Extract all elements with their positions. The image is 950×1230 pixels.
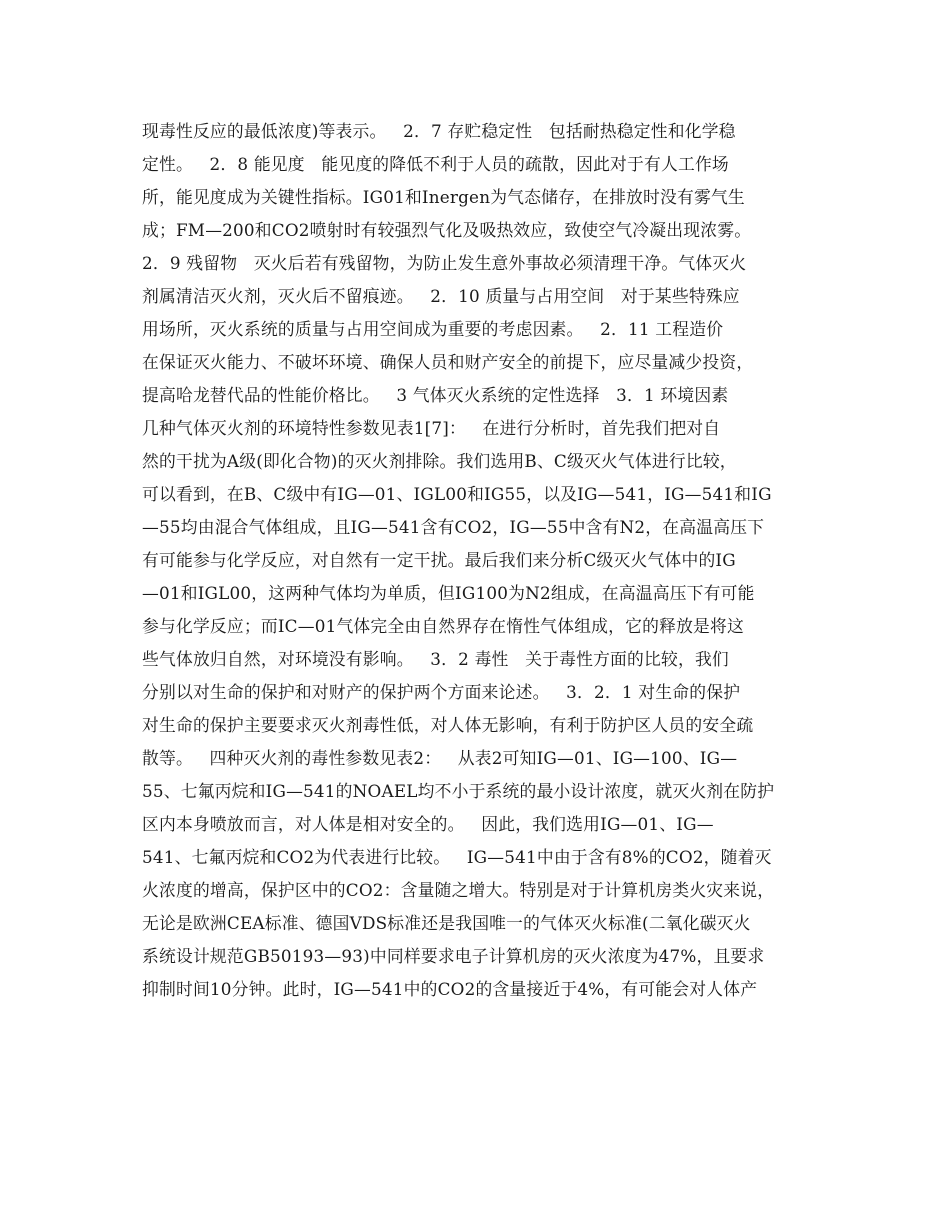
text-line: 抑制时间10分钟。此时，IG—541中的CO2的含量接近于4%，有可能会对人体产 (142, 979, 758, 999)
text-line: 区内本身喷放而言，对人体是相对安全的。 因此，我们选用IG—01、IG— (142, 814, 714, 834)
text-line: 541、七氟丙烷和CO2为代表进行比较。 IG—541中由于含有8%的CO2，随着灭 (142, 847, 772, 867)
body-text (142, 115, 822, 1006)
text-line: 提高哈龙替代品的性能价格比。 3 气体灭火系统的定性选择 3．1 环境因素 (142, 385, 729, 405)
text-line: 所，能见度成为关键性指标。IG01和Inergen为气态储存，在排放时没有雾气生 (142, 187, 745, 207)
text-line: 几种气体灭火剂的环境特性参数见表1[7]： 在进行分析时，首先我们把对自 (142, 418, 721, 438)
text-line: 分别以对生命的保护和对财产的保护两个方面来论述。 3．2．1 对生命的保护 (142, 682, 741, 702)
text-line: 有可能参与化学反应，对自然有一定干扰。最后我们来分析C级灭火气体中的IG (142, 550, 736, 570)
text-line: 参与化学反应；而IC—01气体完全由自然界存在惰性气体组成，它的释放是将这 (142, 616, 745, 636)
text-line: 无论是欧洲CEA标准、德国VDS标准还是我国唯一的气体灭火标准(二氧化碳灭火 (142, 913, 751, 933)
text-line: 定性。 2．8 能见度 能见度的降低不利于人员的疏散，因此对于有人工作场 (142, 154, 729, 174)
text-line: 用场所，灭火系统的质量与占用空间成为重要的考虑因素。 2．11 工程造价 (142, 319, 724, 339)
text-line: 火浓度的增高，保护区中的CO2：含量随之增大。特别是对于计算机房类火灾来说， (142, 880, 775, 900)
text-line: 成；FM—200和CO2喷射时有较强烈气化及吸热效应，致使空气冷凝出现浓雾。 (142, 220, 752, 240)
text-line: 可以看到，在B、C级中有IG—01、IGL00和IG55，以及IG—541，IG—541和IG (142, 484, 772, 504)
text-line: —55均由混合气体组成，且IG—541含有CO2，IG—55中含有N2，在高温高压下 (142, 517, 765, 537)
text-line: 2．9 残留物 灭火后若有残留物，为防止发生意外事故必须清理干净。气体灭火 (142, 253, 747, 273)
text-line: 对生命的保护主要要求灭火剂毒性低，对人体无影响，有利于防护区人员的安全疏 (142, 715, 754, 735)
text-line: 现毒性反应的最低浓度)等表示。 2．7 存贮稳定性 包括耐热稳定性和化学稳 (142, 121, 736, 141)
text-line: 些气体放归自然，对环境没有影响。 3．2 毒性 关于毒性方面的比较，我们 (142, 649, 729, 669)
text-line: —01和IGL00，这两种气体均为单质，但IG100为N2组成，在高温高压下有可能 (142, 583, 755, 603)
text-line: 散等。 四种灭火剂的毒性参数见表2： 从表2可知IG—01、IG—100、IG— (142, 748, 738, 768)
text-line: 然的干扰为A级(即化合物)的灭火剂排除。我们选用B、C级灭火气体进行比较， (142, 451, 737, 471)
text-line: 系统设计规范GB50193—93)中同样要求电子计算机房的灭火浓度为47%，且要求 (142, 946, 765, 966)
text-line: 在保证灭火能力、不破坏环境、确保人员和财产安全的前提下，应尽量减少投资， (142, 352, 754, 372)
text-line: 剂属清洁灭火剂，灭火后不留痕迹。 2．10 质量与占用空间 对于某些特殊应 (142, 286, 740, 306)
text-line: 55、七氟丙烷和IG—541的NOAEL均不小于系统的最小设计浓度，就灭火剂在防护 (142, 781, 775, 801)
